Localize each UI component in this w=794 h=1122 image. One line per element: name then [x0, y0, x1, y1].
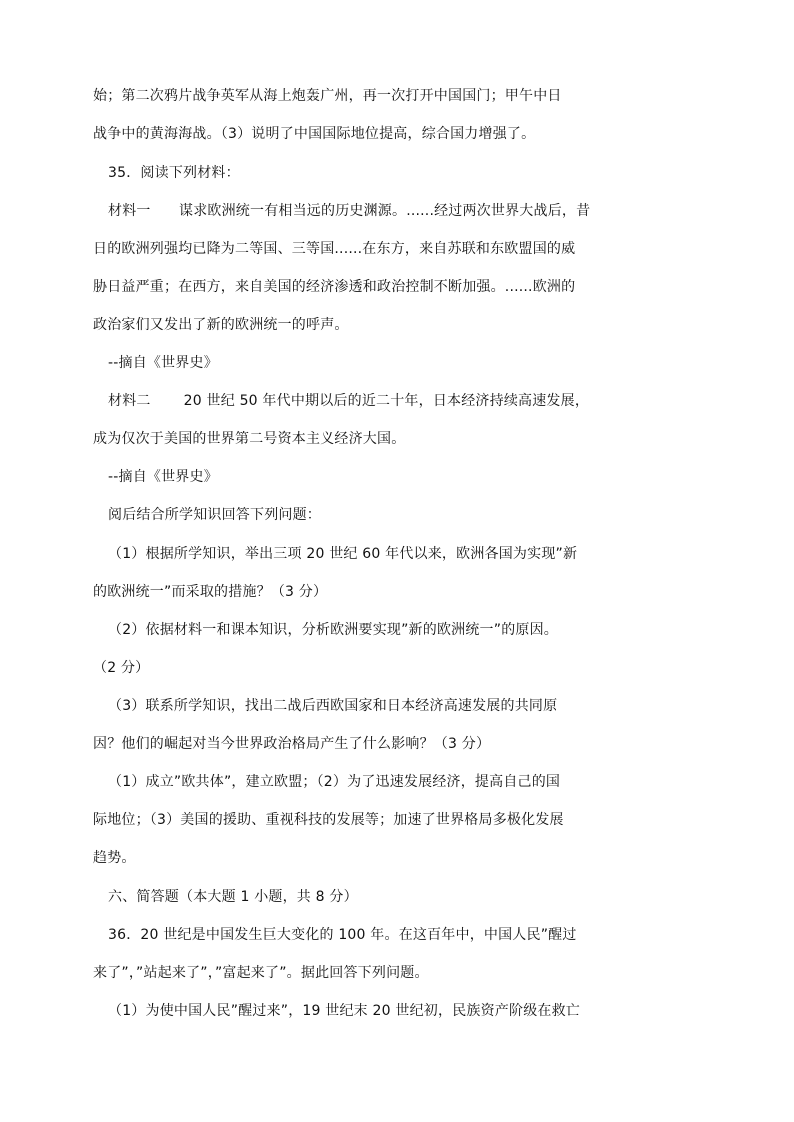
text-line: 日的欧洲列强均已降为二等国、三等国......在东方，来自苏联和东欧盟国的威	[93, 241, 576, 257]
source-citation: --摘自《世界史》	[108, 355, 218, 371]
text-line: 因？他们的崛起对当今世界政治格局产生了什么影响？（3 分）	[93, 736, 491, 752]
text-line: （3）联系所学知识，找出二战后西欧国家和日本经济高速发展的共同原	[108, 698, 558, 714]
text-line: 阅后结合所学知识回答下列问题：	[108, 507, 321, 523]
text-line: 材料一 谋求欧洲统一有相当远的历史渊源。......经过两次世界大战后，昔	[108, 203, 591, 219]
answer-line: （1）成立”欧共体”，建立欧盟；（2）为了迅速发展经济，提高自己的国	[108, 774, 561, 790]
text-line: 胁日益严重；在西方，来自美国的经济渗透和政治控制不断加强。......欧洲的	[93, 279, 576, 295]
text-line: 的欧洲统一”而采取的措施？（3 分）	[93, 584, 328, 600]
text-line: 始；第二次鸦片战争英军从海上炮轰广州，再一次打开中国国门；甲午中日	[93, 88, 562, 104]
text-line: 材料二 20 世纪 50 年代中期以后的近二十年，日本经济持续高速发展，	[108, 393, 590, 409]
question-heading: 35．阅读下列材料：	[108, 165, 240, 181]
text-line: 成为仅次于美国的世界第二号资本主义经济大国。	[93, 431, 406, 447]
text-line: 战争中的黄海海战。（3）说明了中国国际地位提高，综合国力增强了。	[93, 126, 536, 142]
text-line: （1）根据所学知识，举出三项 20 世纪 60 年代以来，欧洲各国为实现”新	[108, 546, 578, 562]
text-line: （2）依据材料一和课本知识，分析欧洲要实现”新的欧洲统一”的原因。	[108, 622, 559, 638]
section-heading: 六、简答题（本大题 1 小题，共 8 分）	[108, 889, 358, 905]
text-line: 政治家们又发出了新的欧洲统一的呼声。	[93, 317, 349, 333]
source-citation: --摘自《世界史》	[108, 469, 218, 485]
text-line: 来了”，”站起来了”，”富起来了”。据此回答下列问题。	[93, 965, 429, 981]
question-heading: 36．20 世纪是中国发生巨大变化的 100 年。在这百年中，中国人民”醒过	[108, 927, 577, 943]
text-line: （1）为使中国人民”醒过来”，19 世纪末 20 世纪初，民族资产阶级在救亡	[108, 1003, 580, 1019]
answer-line: 趋势。	[93, 850, 136, 866]
answer-line: 际地位；（3）美国的援助、重视科技的发展等；加速了世界格局多极化发展	[93, 812, 564, 828]
text-line: （2 分）	[93, 660, 150, 676]
